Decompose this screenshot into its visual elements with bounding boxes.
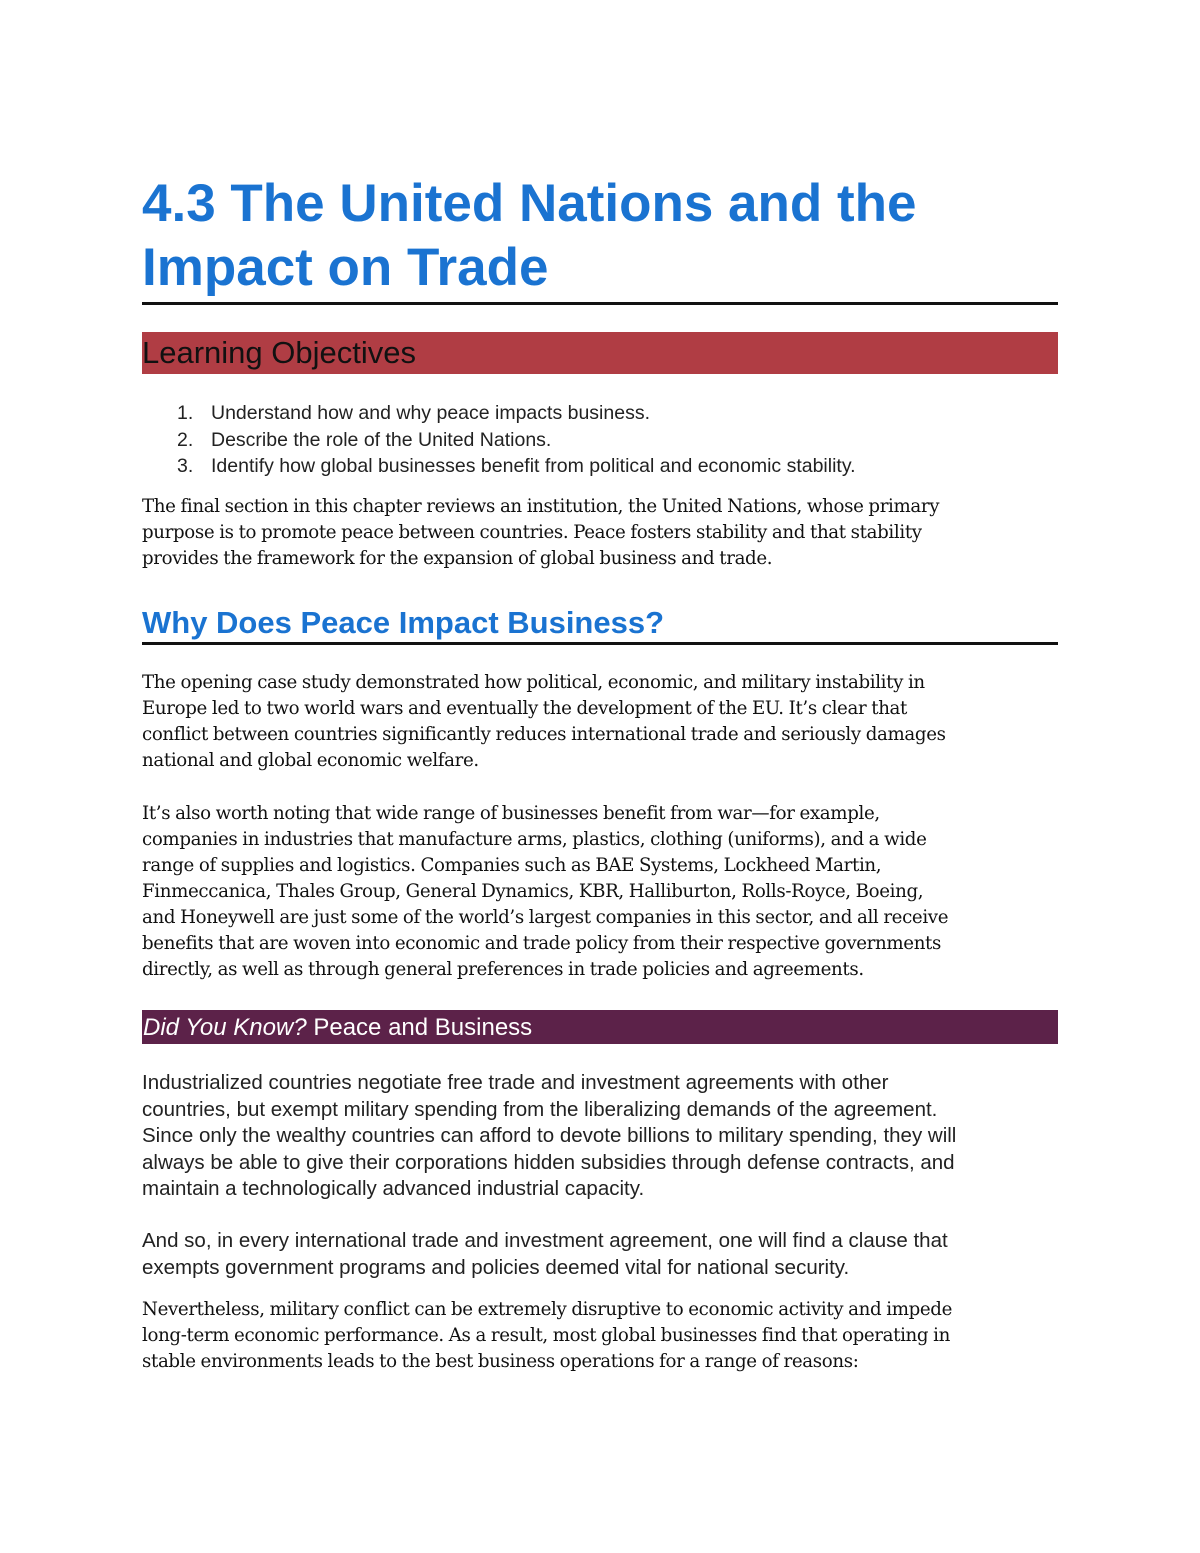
section-heading: Why Does Peace Impact Business? (142, 604, 1058, 645)
page-title: 4.3 The United Nations and the Impact on Trade (142, 172, 1058, 305)
text-line: and Honeywell are just some of the world’s largest companies in this sector, and all receive (142, 907, 949, 928)
did-you-know-paragraph-2 (142, 1228, 1058, 1281)
did-you-know-paragraph-1 (142, 1070, 1058, 1203)
learning-objectives-banner (142, 332, 1058, 374)
text-line: benefits that are woven into economic and trade policy from their respective governments (142, 933, 941, 954)
objective-item (142, 400, 856, 427)
did-you-know-title: Peace and Business (306, 1014, 533, 1041)
text-line: directly, as well as through general preferences in trade policies and agreements. (142, 959, 864, 980)
text-line: stable environments leads to the best business operations for a range of reasons: (142, 1351, 859, 1372)
text-line: conflict between countries significantly reduces international trade and seriously damages (142, 724, 946, 745)
learning-objectives-heading: Learning Objectives (142, 335, 416, 370)
body-paragraph-2 (142, 801, 1058, 983)
text-line: companies in industries that manufacture arms, plastics, clothing (uniforms), and a wide (142, 829, 927, 850)
text-line: exempts government programs and policies deemed vital for national security. (142, 1255, 850, 1279)
text-line: Finmeccanica, Thales Group, General Dynamics, KBR, Halliburton, Rolls-Royce, Boeing, (142, 881, 924, 902)
body-paragraph-3 (142, 1297, 1058, 1375)
objective-text: Understand how and why peace impacts business. (211, 402, 650, 424)
did-you-know-banner (142, 1010, 1058, 1044)
text-line: provides the framework for the expansion of global business and trade. (142, 548, 773, 569)
did-you-know-heading (143, 1012, 532, 1044)
objective-number: 2. (177, 428, 194, 451)
text-line: range of supplies and logistics. Companies such as BAE Systems, Lockheed Martin, (142, 855, 882, 876)
objective-text: Identify how global businesses benefit from political and economic stability. (211, 455, 856, 477)
text-line: Nevertheless, military conflict can be extremely disruptive to economic activity and impede (142, 1299, 953, 1320)
text-line: purpose is to promote peace between countries. Peace fosters stability and that stability (142, 522, 922, 543)
text-line: Industrialized countries negotiate free trade and investment agreements with other (142, 1071, 889, 1094)
objective-number: 1. (177, 402, 194, 424)
text-line: Since only the wealthy countries can afford to devote billions to military spending, they will (142, 1124, 957, 1147)
learning-objectives-list (142, 400, 856, 480)
text-line: And so, in every international trade and investment agreement, one will find a clause that (142, 1229, 948, 1252)
text-line: always be able to give their corporations hidden subsidies through defense contracts, and (142, 1150, 955, 1174)
text-line: long-term economic performance. As a result, most global businesses find that operating in (142, 1325, 950, 1346)
objective-number: 3. (177, 455, 194, 477)
text-line: countries, but exempt military spending from the liberalizing demands of the agreement. (142, 1097, 938, 1121)
did-you-know-label: Did You Know? (143, 1014, 307, 1041)
text-line: Europe led to two world wars and eventually the development of the EU. It’s clear that (142, 698, 908, 719)
body-paragraph-1 (142, 670, 1058, 774)
text-line: maintain a technologically advanced industrial capacity. (142, 1177, 645, 1200)
objective-item (142, 427, 856, 454)
text-line: The opening case study demonstrated how political, economic, and military instability in (142, 672, 925, 693)
text-line: The final section in this chapter reviews an institution, the United Nations, whose primary (142, 496, 940, 517)
text-line: It’s also worth noting that wide range of businesses benefit from war—for example, (142, 803, 880, 824)
intro-paragraph (142, 494, 1058, 572)
objective-item (142, 453, 856, 480)
objective-text: Describe the role of the United Nations. (211, 428, 552, 451)
text-line: national and global economic welfare. (142, 750, 479, 771)
